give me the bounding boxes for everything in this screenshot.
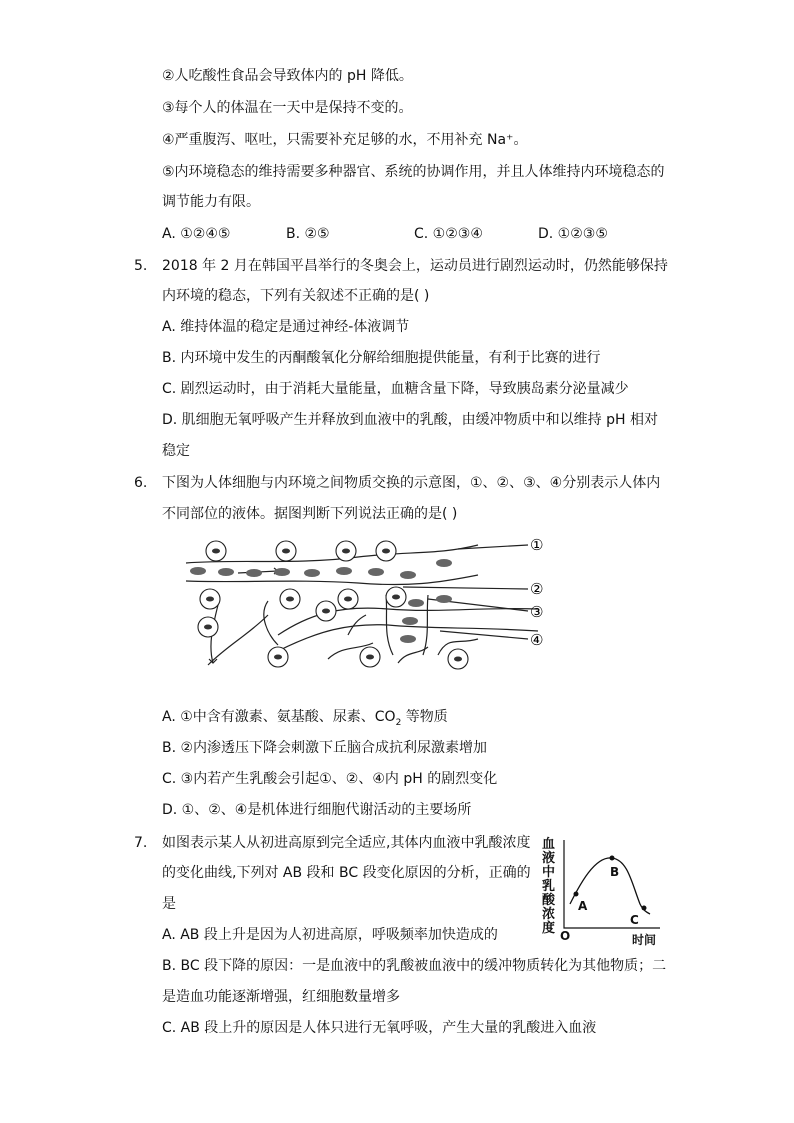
y-axis-char-3: 中 <box>542 865 556 880</box>
question-5-stem-line2: 内环境的稳态，下列有关叙述不正确的是( ) <box>162 288 430 304</box>
question-6-option-d: D. ①、②、④是机体进行细胞代谢活动的主要场所 <box>162 802 472 818</box>
statement-2: ②人吃酸性食品会导致体内的 pH 降低。 <box>162 68 413 84</box>
statement-3: ③每个人的体温在一天中是保持不变的。 <box>162 100 413 116</box>
y-axis-char-6: 浓 <box>542 907 556 922</box>
point-b <box>610 856 615 861</box>
question-5-option-d-line2: 稳定 <box>162 443 190 459</box>
point-a-label: A <box>578 899 588 913</box>
question-6-stem-line1: 下图为人体细胞与内环境之间物质交换的示意图，①、②、③、④分别表示人体内 <box>162 475 661 491</box>
point-c <box>642 906 647 911</box>
question-7-option-c: C. AB 段上升的原因是人体只进行无氧呼吸，产生大量的乳酸进入血液 <box>162 1020 597 1036</box>
y-axis-char-4: 乳 <box>542 879 556 894</box>
red-blood-cells <box>190 559 452 643</box>
question-6-option-b: B. ②内渗透压下降会刺激下丘脑合成抗利尿激素增加 <box>162 740 488 756</box>
question-7-option-b-line1: B. BC 段下降的原因：一是血液中的乳酸被血液中的缓冲物质转化为其他物质；二 <box>162 958 667 974</box>
chart-x-axis-label: 时间 <box>632 933 657 947</box>
question-6-option-a <box>162 708 448 732</box>
leader-line-2 <box>403 587 528 589</box>
capillary-upper-wall <box>186 545 478 563</box>
question-7-stem-line2: 的变化曲线,下列对 AB 段和 BC 段变化原因的分析，正确的 <box>162 865 531 881</box>
question-6-option-a-tail: 等物质 <box>401 709 448 725</box>
question-7-stem-line1: 如图表示某人从初进高原到完全适应,其体内血液中乳酸浓度 <box>162 835 531 851</box>
prev-option-d: D. ①②③⑤ <box>538 226 608 242</box>
prev-option-c: C. ①②③④ <box>414 226 483 242</box>
question-7-number: 7. <box>134 835 148 851</box>
y-axis-char-1: 血 <box>542 837 556 852</box>
question-5-stem-line1: 2018 年 2 月在韩国平昌举行的冬奥会上，运动员进行剧烈运动时，仍然能够保持 <box>162 258 668 274</box>
question-6-stem-line2: 不同部位的液体。据图判断下列说法正确的是( ) <box>162 506 458 522</box>
question-7-stem-line3: 是 <box>162 896 176 912</box>
point-b-label: B <box>610 865 620 879</box>
statement-4: ④严重腹泻、呕吐，只需要补充足够的水，不用补充 Na⁺。 <box>162 132 528 148</box>
question-7-option-b-line2: 是造血功能逐渐增强，红细胞数量增多 <box>162 989 400 1005</box>
point-a <box>574 892 579 897</box>
diagram-label-2: ② <box>530 580 544 598</box>
point-c-label: C <box>630 913 639 927</box>
chart-axes <box>564 840 660 928</box>
question-6-option-c: C. ③内若产生乳酸会引起①、②、④内 pH 的剧烈变化 <box>162 771 498 787</box>
prev-option-a: A. ①②④⑤ <box>162 226 231 242</box>
question-5-option-d-line1: D. 肌细胞无氧呼吸产生并释放到血液中的乳酸，由缓冲物质中和以维持 pH 相对 <box>162 412 658 428</box>
question-6-option-a-text: A. ①中含有激素、氨基酸、尿素、CO <box>162 709 396 725</box>
prev-option-b: B. ②⑤ <box>286 226 330 242</box>
question-5-option-a: A. 维持体温的稳定是通过神经-体液调节 <box>162 319 410 335</box>
tissue-fluid-diagram <box>178 535 558 675</box>
question-5-number: 5. <box>134 258 148 274</box>
question-7-option-a: A. AB 段上升是因为人初进高原，呼吸频率加快造成的 <box>162 927 498 943</box>
diagram-label-3: ③ <box>530 603 544 621</box>
leader-line-4 <box>440 631 528 639</box>
question-6-option-a-subscript: 2 <box>395 717 402 728</box>
question-5-option-c: C. 剧烈运动时，由于消耗大量能量，血糖含量下降，导致胰岛素分泌量减少 <box>162 381 629 397</box>
lactic-acid-curve-chart <box>540 834 670 946</box>
statement-5-line1: ⑤内环境稳态的维持需要多种器官、系统的协调作用，并且人体维持内环境稳态的 <box>162 164 665 180</box>
diagram-label-1: ① <box>530 536 544 554</box>
y-axis-char-5: 酸 <box>542 893 556 908</box>
question-5-option-b: B. 内环境中发生的丙酮酸氧化分解给细胞提供能量，有利于比赛的进行 <box>162 350 601 366</box>
question-6-number: 6. <box>134 475 148 491</box>
chart-origin-label: O <box>560 929 571 943</box>
capillary-lower-wall <box>186 575 478 585</box>
y-axis-char-2: 液 <box>542 851 556 866</box>
y-axis-char-7: 度 <box>542 921 556 936</box>
diagram-label-4: ④ <box>530 631 544 649</box>
statement-5-line2: 调节能力有限。 <box>162 194 260 210</box>
